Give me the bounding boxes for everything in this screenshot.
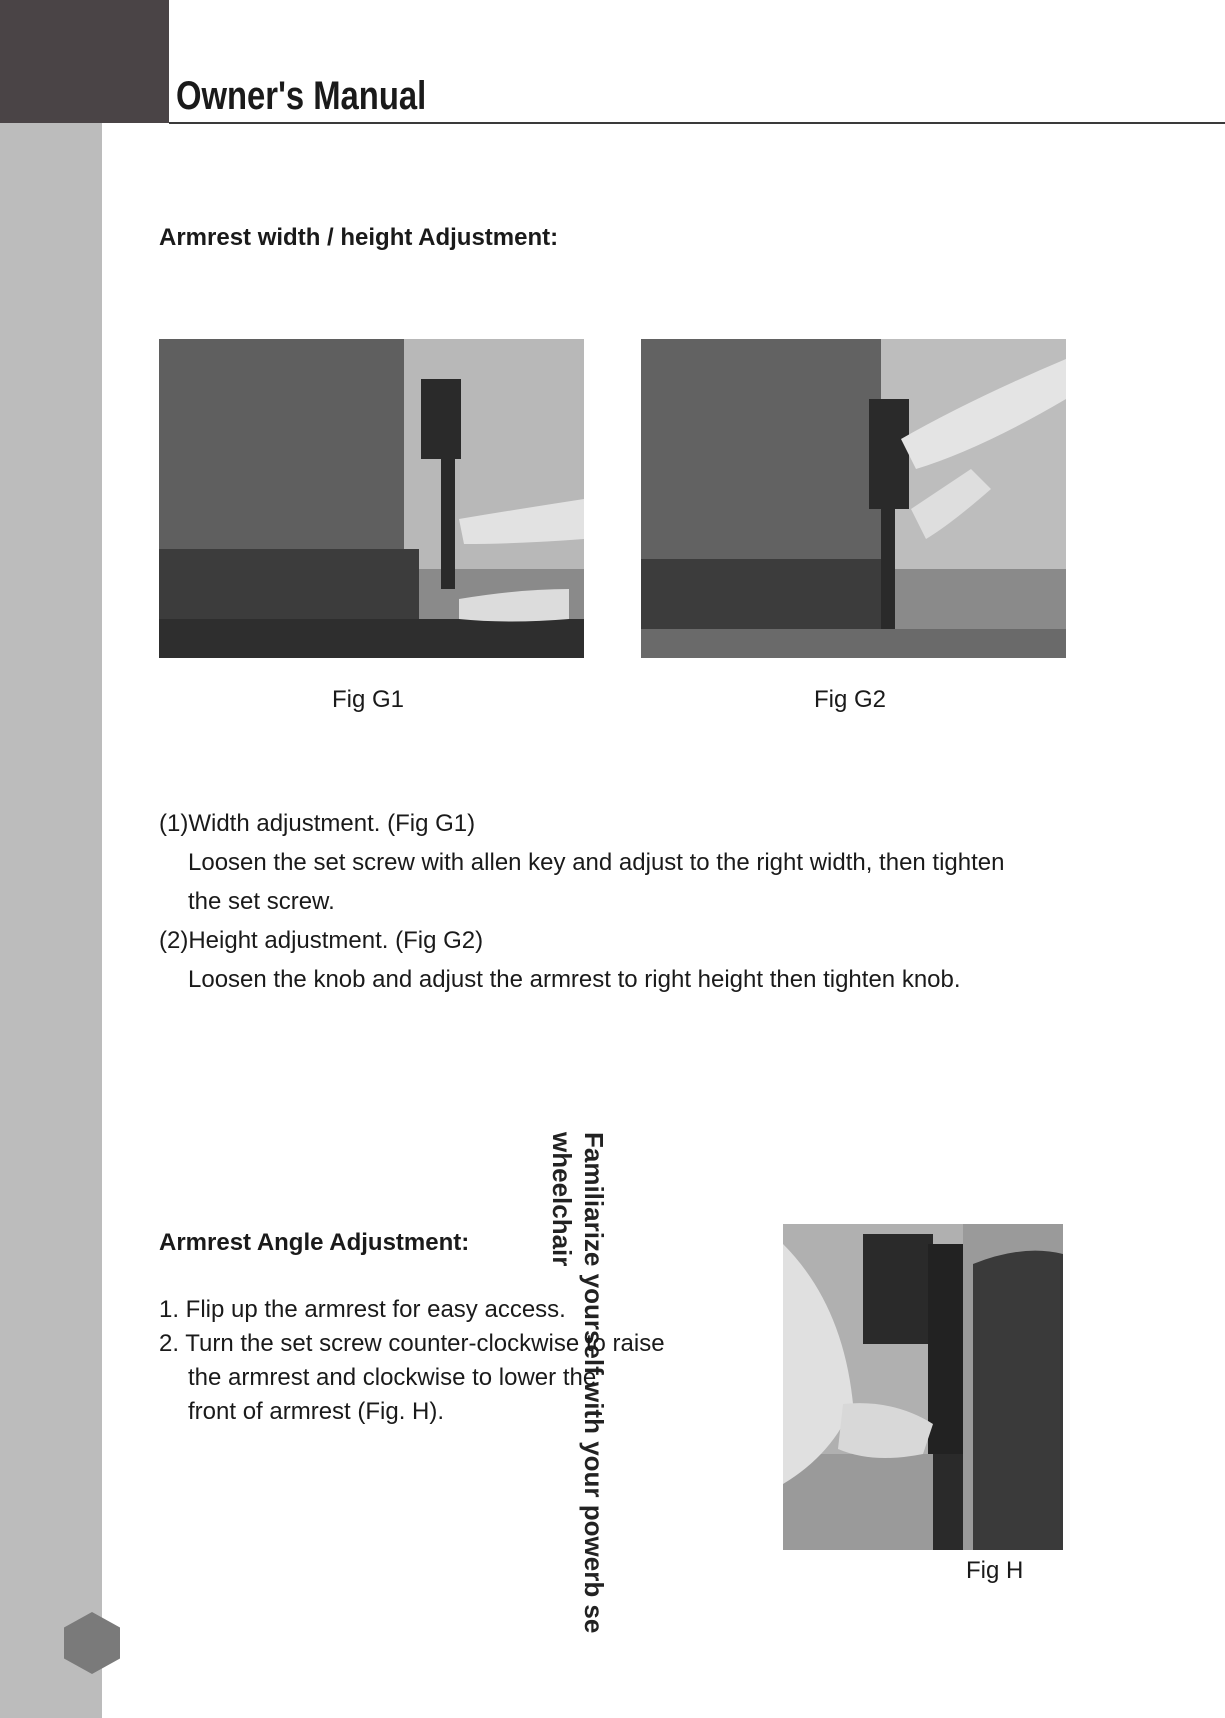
step-line: front of armrest (Fig. H). xyxy=(188,1398,445,1425)
figure-h-caption: Fig H xyxy=(966,1557,1024,1584)
figure-g1-photo xyxy=(159,339,584,658)
section-title-angle: Armrest Angle Adjustment: xyxy=(159,1229,470,1256)
instruction-line: (1)Width adjustment. (Fig G1) xyxy=(159,810,476,837)
sidebar-vertical-label: Familiarize yourself with your powerb se wheelchair xyxy=(547,1132,609,1634)
header-divider xyxy=(169,122,1225,124)
step-line: the armrest and clockwise to lower the xyxy=(188,1364,597,1391)
instruction-line: Loosen the knob and adjust the armrest to right height then tighten knob. xyxy=(188,966,961,993)
header-dark-block xyxy=(0,0,169,123)
figure-g1-caption: Fig G1 xyxy=(332,686,405,713)
instruction-line: Loosen the set screw with allen key and adjust to the right width, then tighten xyxy=(188,849,1005,876)
page-title: Owner's Manual xyxy=(176,74,427,118)
section-title-width-height: Armrest width / height Adjustment: xyxy=(159,224,559,251)
instruction-line: (2)Height adjustment. (Fig G2) xyxy=(159,927,484,954)
step-line: 1. Flip up the armrest for easy access. xyxy=(159,1296,566,1323)
figure-h-photo xyxy=(783,1224,1063,1550)
figure-g2-caption: Fig G2 xyxy=(814,686,887,713)
instruction-line: the set screw. xyxy=(188,888,335,915)
step-line: 2. Turn the set screw counter-clockwise to raise xyxy=(159,1330,665,1357)
figure-g2-photo xyxy=(641,339,1066,658)
